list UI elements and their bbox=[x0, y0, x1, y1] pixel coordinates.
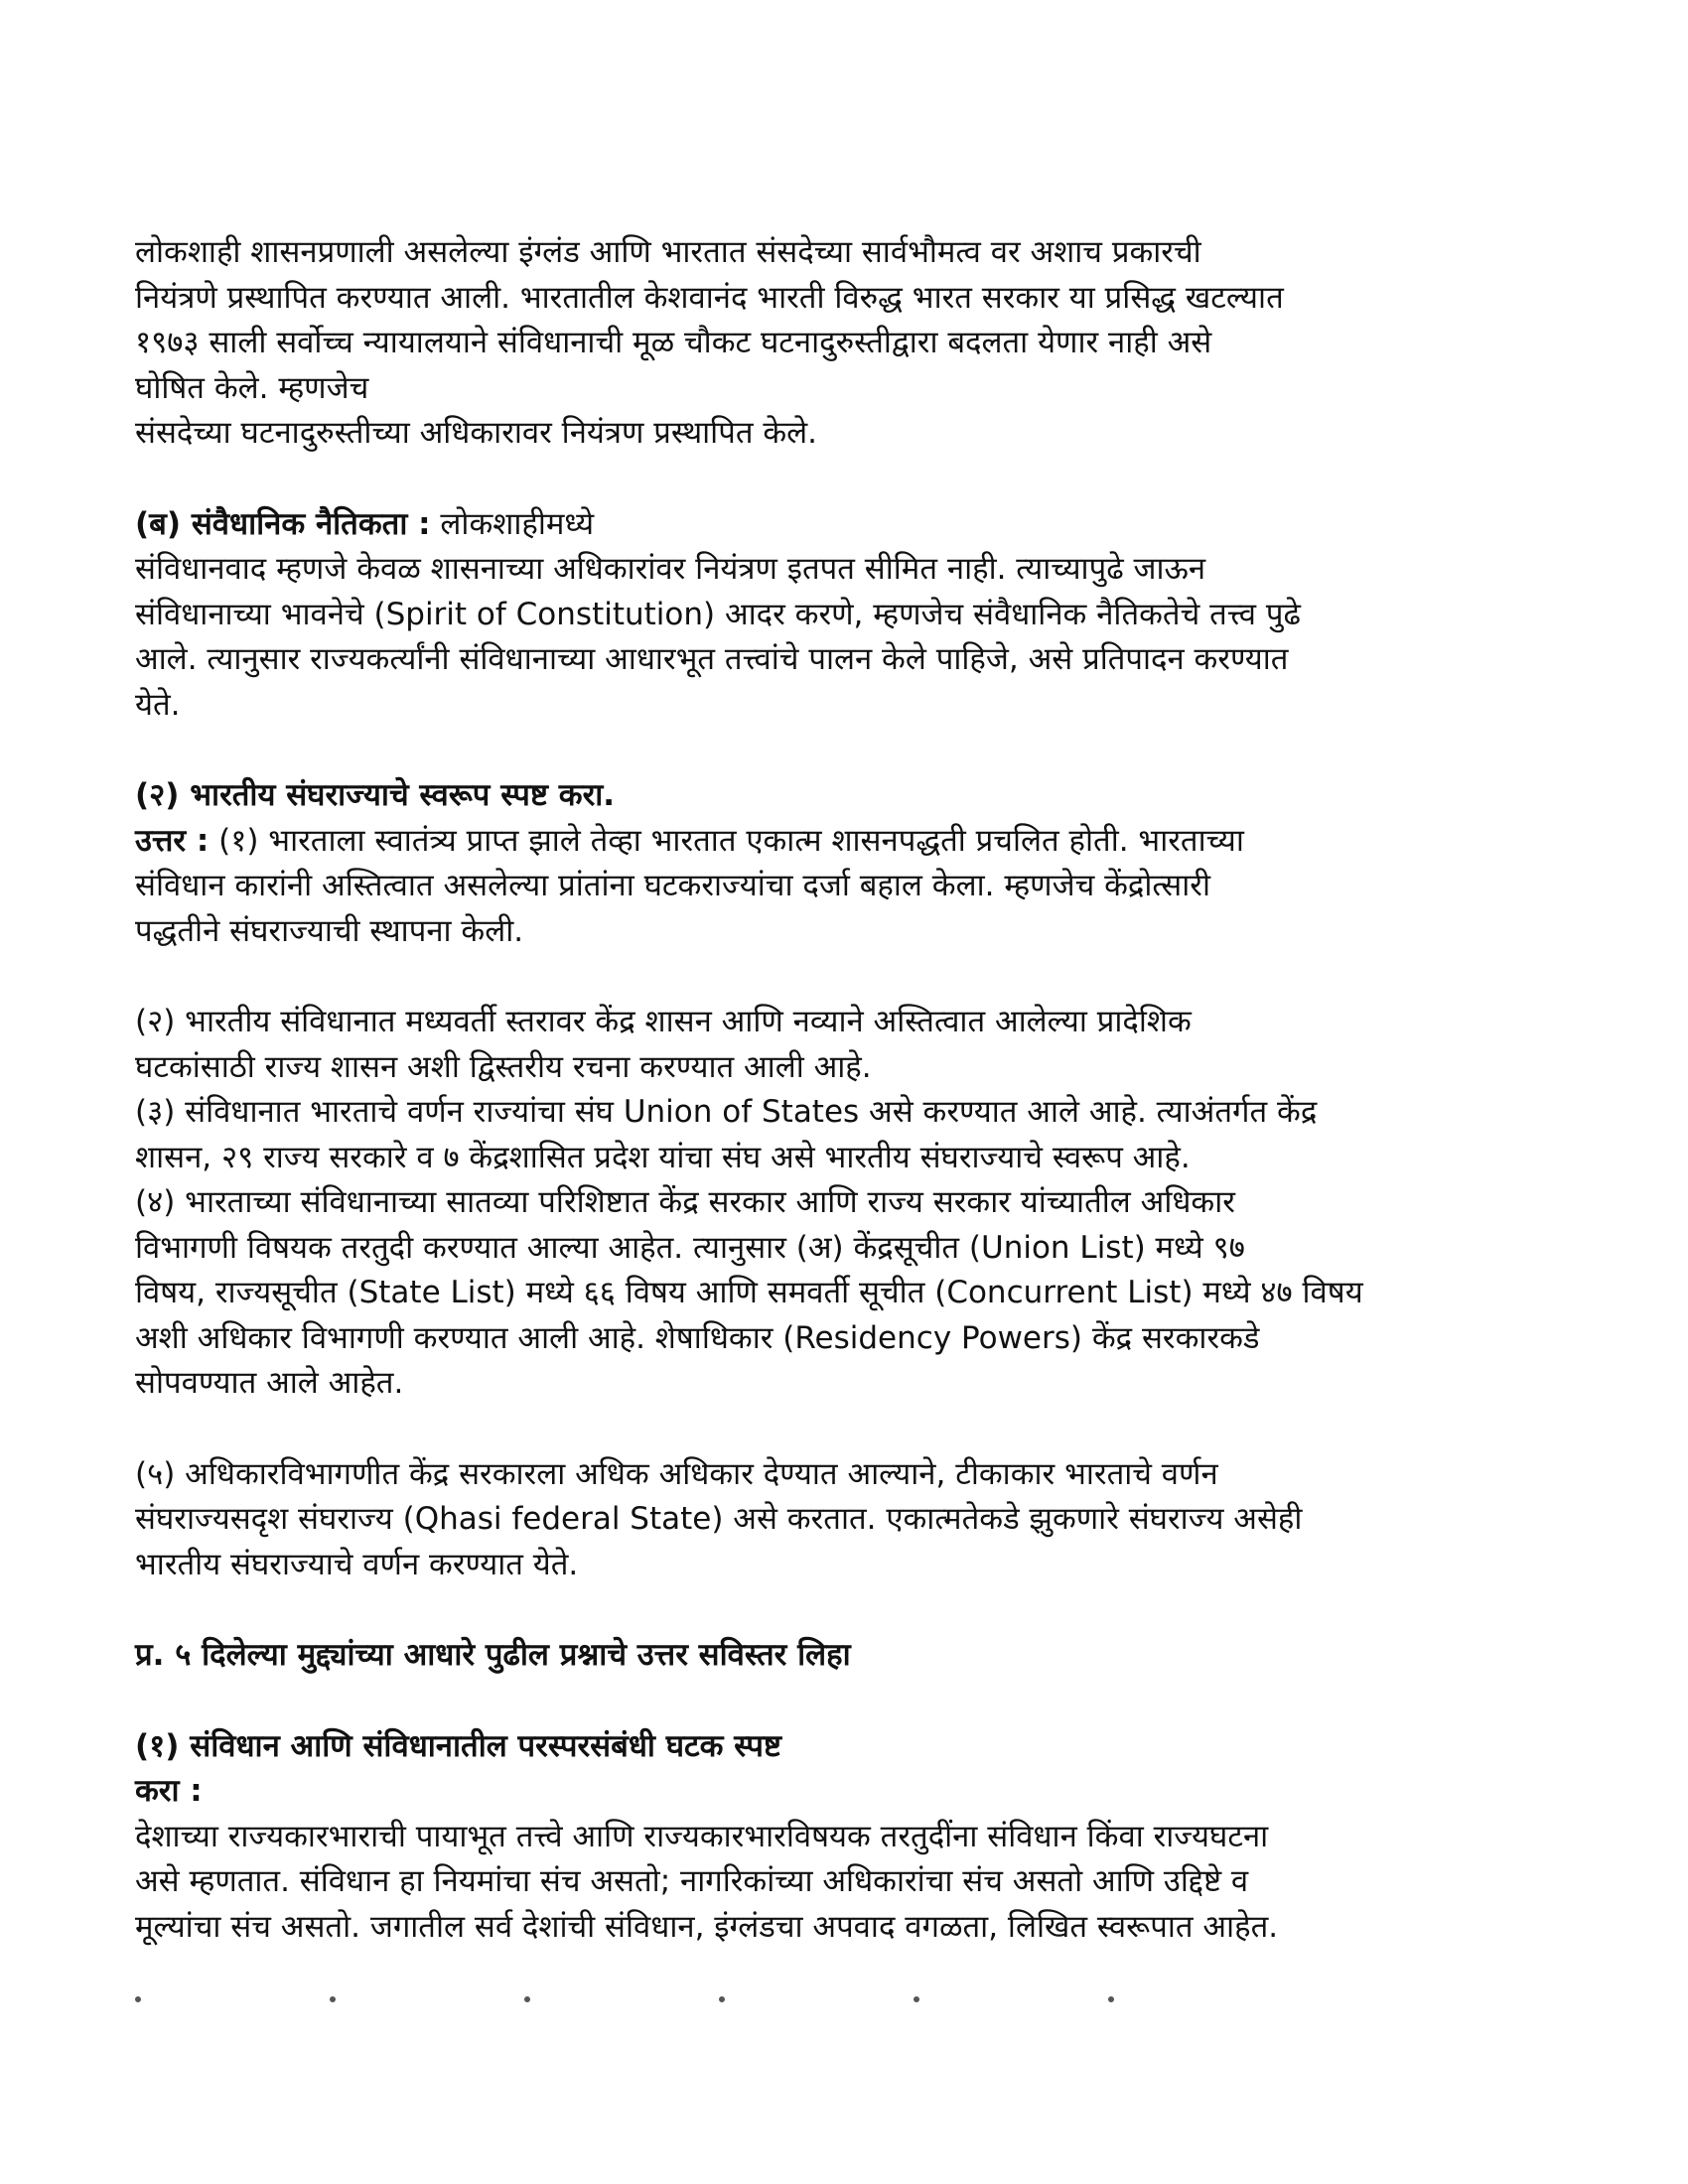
question-federation-nature bbox=[135, 773, 1565, 954]
text-line: येते. bbox=[135, 686, 181, 723]
text-fragment: (१) भारताला स्वातंत्र्य प्राप्त झाले तेव्हा भारतात एकात्म शासनपद्धती प्रचलित होती. भारताच्या bbox=[209, 822, 1244, 859]
text-line: पद्धतीने संघराज्याची स्थापना केली. bbox=[135, 912, 524, 949]
text-line: आले. त्यानुसार राज्यकर्त्यांनी संविधानाच्या आधारभूत तत्त्वांचे पालन केले पाहिजे, असे प्रतिपादन करण्यात bbox=[135, 641, 1289, 677]
text-line: (४) भारताच्या संविधानाच्या सातव्या परिशिष्टात केंद्र सरकार आणि राज्य सरकार यांच्यातील अधिकार bbox=[135, 1184, 1235, 1220]
text-line bbox=[135, 819, 1565, 865]
text-line: शासन, २९ राज्य सरकारे व ७ केंद्रशासित प्रदेश यांचा संघ असे भारतीय संघराज्याचे स्वरूप आहे. bbox=[135, 1139, 1191, 1175]
text-line: विभागणी विषयक तरतुदी करण्यात आल्या आहेत. त्यानुसार (अ) केंद्रसूचीत (Union List) मध्ये ९७ bbox=[135, 1229, 1245, 1266]
text-line: विषय, राज्यसूचीत (State List) मध्ये ६६ विषय आणि समवर्ती सूचीत (Concurrent List) मध्ये ४७ विषय bbox=[135, 1275, 1363, 1310]
text-line: संविधान कारांनी अस्तित्वात असलेल्या प्रांतांना घटकराज्यांचा दर्जा बहाल केला. म्हणजेच केंद्रोत्सारी bbox=[135, 868, 1210, 903]
text-line: भारतीय संघराज्याचे वर्णन करण्यात येते. bbox=[135, 1546, 579, 1582]
text-line: घटकांसाठी राज्य शासन अशी द्विस्तरीय रचना करण्यात आली आहे. bbox=[135, 1048, 872, 1085]
text-fragment: लोकशाहीमध्ये bbox=[430, 505, 595, 542]
text-line: संविधानवाद म्हणजे केवळ शासनाच्या अधिकारांवर नियंत्रण इतपत सीमित नाही. त्याच्यापुढे जाऊन bbox=[135, 551, 1206, 587]
question-5-heading: प्र. ५ दिलेल्या मुद्द्यांच्या आधारे पुढील प्रश्नाचे उत्तर सविस्तर लिहा bbox=[135, 1637, 851, 1673]
text-line: संविधानाच्या भावनेचे (Spirit of Constitution) आदर करणे, म्हणजेच संवैधानिक नैतिकतेचे तत्त्व पुढे bbox=[135, 596, 1301, 632]
paragraph-federation-points bbox=[135, 1000, 1565, 1407]
text-line: घोषित केले. म्हणजेच bbox=[135, 369, 369, 406]
text-line: (२) भारतीय संविधानात मध्यवर्ती स्तरावर केंद्र शासन आणि नव्याने अस्तित्वात आलेल्या प्रादेशिक bbox=[135, 1004, 1192, 1039]
paragraph-constitutional-morality bbox=[135, 502, 1565, 729]
text-line: लोकशाही शासनप्रणाली असलेल्या इंग्लंड आणि भारतात संसदेच्या सार्वभौमत्व वर अशाच प्रकारची bbox=[135, 234, 1201, 270]
text-line: संघराज्यसदृश संघराज्य (Qhasi federal State) असे करतात. एकात्मतेकडे झुकणारे संघराज्य असेही bbox=[135, 1501, 1303, 1537]
question-heading: (१) संविधान आणि संविधानातील परस्परसंबंधी घटक स्पष्ट bbox=[135, 1727, 782, 1764]
text-line: अशी अधिकार विभागणी करण्यात आली आहे. शेषाधिकार (Residency Powers) केंद्र सरकारकडे bbox=[135, 1319, 1260, 1356]
text-line: असे म्हणतात. संविधान हा नियमांचा संच असतो; नागरिकांच्या अधिकारांचा संच असतो आणि उद्दिष्टे व bbox=[135, 1863, 1249, 1899]
question-constitution-components bbox=[135, 1724, 1565, 1951]
question-heading: (२) भारतीय संघराज्याचे स्वरूप स्पष्ट करा. bbox=[135, 777, 616, 813]
text-line: नियंत्रणे प्रस्थापित करण्यात आली. भारतातील केशवानंद भारती विरुद्ध भारत सरकार या प्रसिद्ध खटल्यात bbox=[135, 279, 1284, 316]
text-line: मूल्यांचा संच असतो. जगातील सर्व देशांची संविधान, इंग्लंडचा अपवाद वगळता, लिखित स्वरूपात आहेत. bbox=[135, 1908, 1279, 1945]
document-page bbox=[135, 230, 1565, 1950]
text-line: सोपवण्यात आले आहेत. bbox=[135, 1365, 404, 1401]
text-line bbox=[135, 502, 1565, 548]
answer-label: उत्तर : bbox=[135, 822, 210, 859]
text-line: संसदेच्या घटनादुरुस्तीच्या अधिकारावर नियंत्रण प्रस्थापित केले. bbox=[135, 415, 818, 451]
cut-off-text-line bbox=[135, 1986, 1446, 2004]
text-line: १९७३ साली सर्वोच्च न्यायालयाने संविधानाची मूळ चौकट घटनादुरुस्तीद्वारा बदलता येणार नाही असे bbox=[135, 325, 1212, 360]
text-line: (५) अधिकारविभागणीत केंद्र सरकारला अधिक अधिकार देण्यात आल्याने, टीकाकार भारताचे वर्णन bbox=[135, 1455, 1218, 1492]
section-label: (ब) संवैधानिक नैतिकता : bbox=[135, 505, 431, 542]
question-heading-continued: करा : bbox=[135, 1773, 203, 1809]
text-line: (३) संविधानात भारताचे वर्णन राज्यांचा संघ Union of States असे करण्यात आले आहे. त्याअंतर्गत केंद्र bbox=[135, 1094, 1318, 1130]
paragraph-quasi-federal bbox=[135, 1452, 1565, 1588]
paragraph-parliament-sovereignty bbox=[135, 230, 1565, 457]
text-line: देशाच्या राज्यकारभाराची पायाभूत तत्त्वे आणि राज्यकारभारविषयक तरतुदींना संविधान किंवा राज्यघटना bbox=[135, 1818, 1269, 1854]
